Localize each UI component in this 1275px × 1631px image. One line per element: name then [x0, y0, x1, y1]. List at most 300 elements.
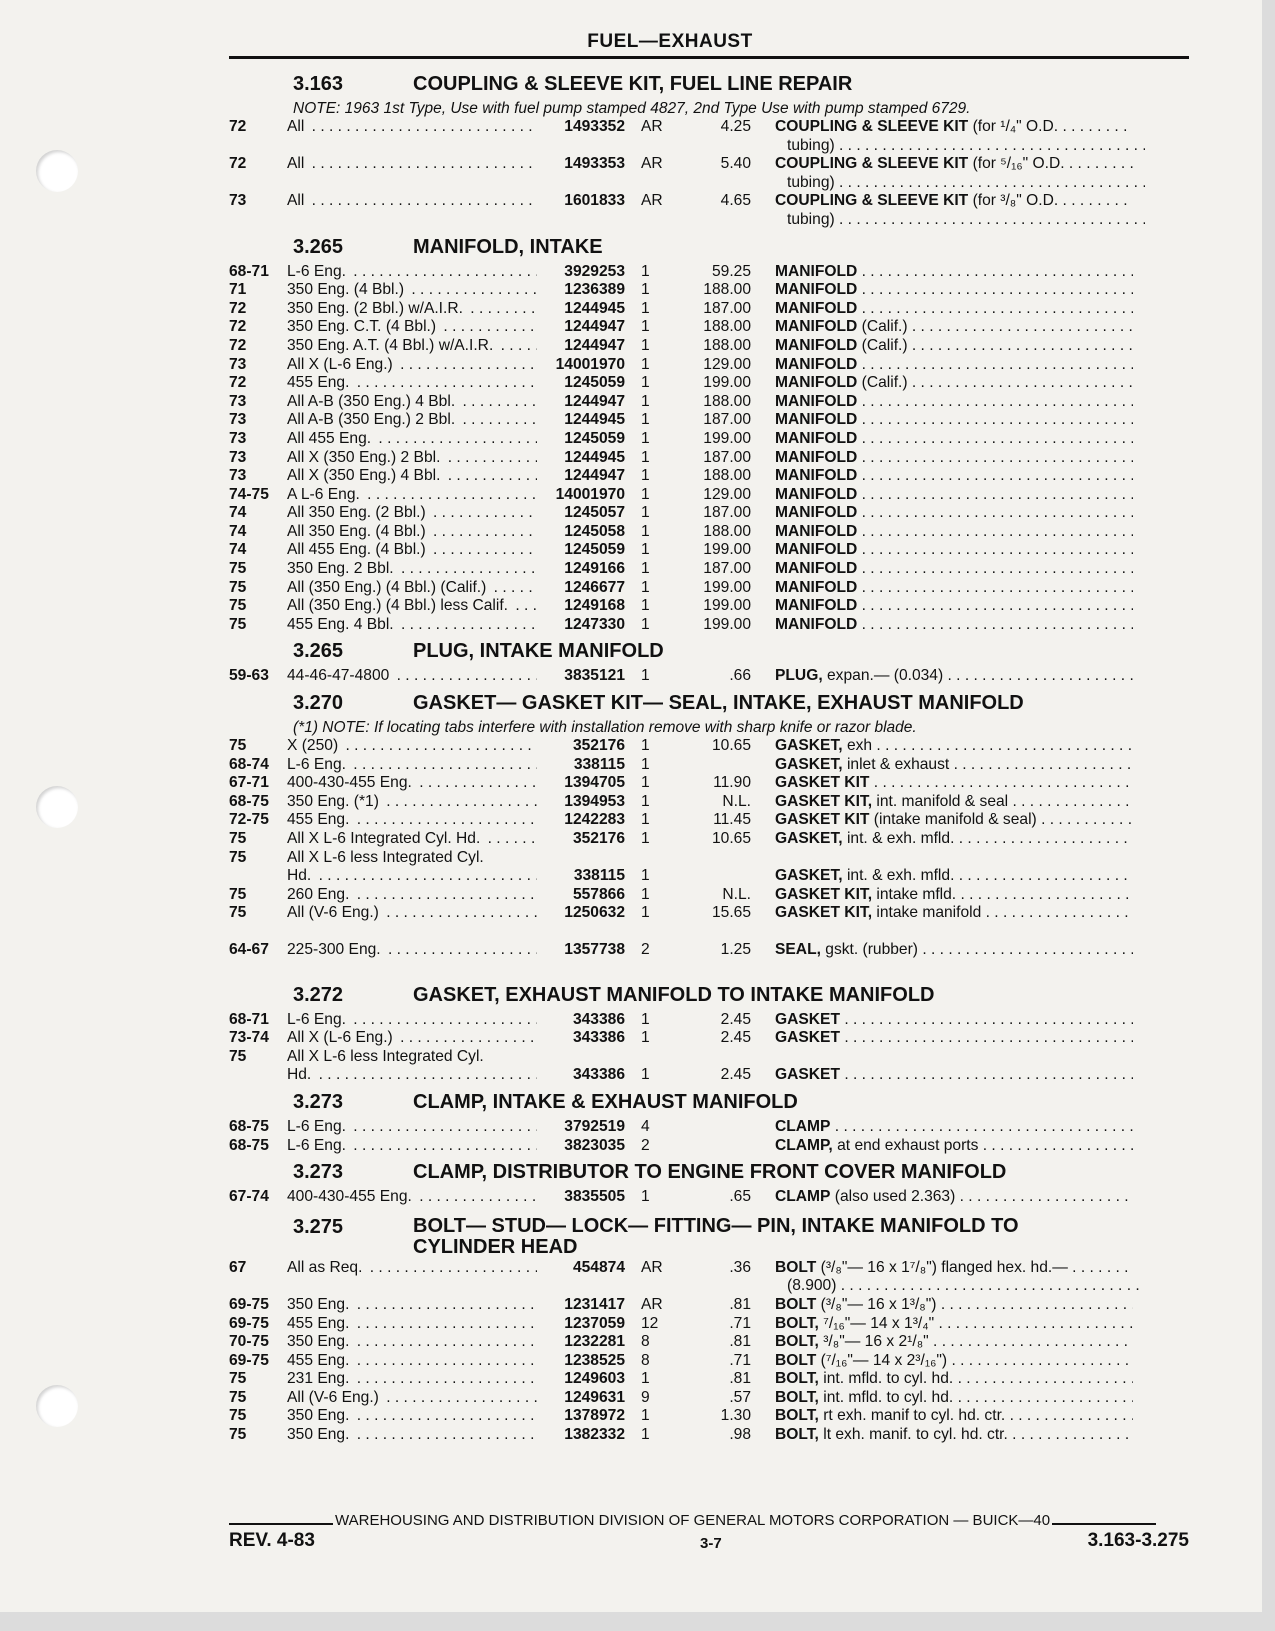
application	[287, 356, 537, 375]
binder-hole	[36, 786, 78, 828]
price: 199.00	[703, 429, 751, 447]
part-detail: at end exhaust ports	[837, 1136, 979, 1154]
quantity: 1	[641, 830, 650, 847]
description	[751, 616, 1133, 635]
part-name: BOLT,	[775, 1426, 819, 1444]
application	[287, 393, 537, 412]
section-number: 3.270	[293, 692, 344, 715]
application-text	[287, 1277, 290, 1294]
quantity: 1	[641, 504, 650, 522]
model-year	[229, 137, 287, 156]
page-number: 3-7	[700, 1535, 722, 1552]
model-year	[229, 1277, 287, 1296]
description	[751, 793, 1133, 812]
model-year: 73	[229, 192, 247, 210]
section-heading	[229, 640, 1189, 667]
part-row	[229, 1315, 1189, 1334]
part-number: 1378972	[564, 1407, 625, 1425]
model-year: 75	[229, 1047, 247, 1065]
part-name: BOLT,	[775, 1407, 819, 1425]
quantity: 1	[641, 374, 650, 392]
part-detail: (³/₈"— 16 x 1³/₈")	[820, 1295, 937, 1313]
application-text: All X (L-6 Eng.)	[287, 1029, 396, 1046]
description	[751, 1048, 1133, 1067]
revision-label: REV. 4-83	[229, 1530, 315, 1551]
binder-hole	[36, 1385, 78, 1427]
part-row	[229, 337, 1189, 356]
price	[673, 1048, 751, 1067]
price: 187.00	[703, 448, 751, 466]
application-text: All A-B (350 Eng.) 4 Bbl.	[287, 393, 458, 410]
model-year: 72	[229, 299, 247, 317]
price: N.L.	[722, 885, 751, 903]
description	[751, 449, 1133, 468]
part-name: MANIFOLD	[775, 355, 858, 373]
part-detail: int. & exh. mfld.	[846, 830, 955, 847]
application	[287, 1118, 537, 1137]
application	[287, 411, 537, 430]
part-row	[229, 849, 1189, 868]
price: .81	[729, 1370, 751, 1388]
application	[287, 811, 537, 830]
price: 188.00	[703, 318, 751, 336]
application-text: All (V-6 Eng.)	[287, 904, 382, 921]
application-text: All 455 Eng. (4 Bbl.)	[287, 541, 429, 558]
parts-list	[229, 67, 1189, 1445]
part-detail: (8.900)	[787, 1277, 837, 1295]
model-year: 73	[229, 392, 247, 410]
description	[751, 774, 1133, 793]
section-title: MANIFOLD, INTAKE	[413, 235, 603, 258]
part-name: GASKET,	[775, 867, 843, 885]
price: .81	[729, 1333, 751, 1351]
application-text: 455 Eng.	[287, 1352, 352, 1369]
quantity: 1	[641, 1370, 650, 1388]
part-number: 1232281	[564, 1333, 625, 1351]
part-number	[537, 1048, 625, 1067]
part-row	[229, 793, 1189, 812]
application	[287, 1296, 537, 1315]
part-name: MANIFOLD	[775, 485, 858, 503]
quantity: 1	[641, 578, 650, 596]
price: 187.00	[703, 411, 751, 429]
quantity: 1	[641, 392, 650, 410]
price: 188.00	[703, 392, 751, 410]
part-number: 1244947	[564, 467, 625, 485]
part-name: MANIFOLD	[775, 318, 858, 336]
application-text: 260 Eng.	[287, 886, 352, 903]
model-year: 69-75	[229, 1314, 269, 1332]
section-title: GASKET— GASKET KIT— SEAL, INTAKE, EXHAUST MANIFOLD	[413, 692, 1024, 715]
section-heading	[229, 1091, 1189, 1118]
part-row	[229, 1259, 1189, 1278]
model-year: 64-67	[229, 940, 269, 958]
part-row	[229, 1137, 1189, 1156]
model-year: 72-75	[229, 811, 269, 829]
price: N.L.	[722, 792, 751, 810]
part-row	[229, 449, 1189, 468]
model-year: 75	[229, 1407, 247, 1425]
part-number: 1382332	[564, 1426, 625, 1444]
quantity: 4	[641, 1117, 650, 1135]
quantity: 1	[641, 904, 650, 922]
part-row	[229, 667, 1189, 686]
part-detail: (Calif.)	[861, 336, 908, 354]
model-year: 67-71	[229, 774, 269, 792]
model-year: 59-63	[229, 667, 269, 685]
application-text: 350 Eng. 2 Bbl.	[287, 560, 397, 577]
price: .66	[729, 667, 751, 685]
description	[751, 1188, 1133, 1207]
quantity: 2	[641, 940, 650, 958]
part-name: GASKET KIT,	[775, 885, 873, 903]
application-text	[287, 174, 290, 191]
part-name: SEAL,	[775, 940, 821, 958]
model-year: 73	[229, 467, 247, 485]
section-gap	[229, 960, 1189, 978]
price: 187.00	[703, 299, 751, 317]
application	[287, 737, 537, 756]
description	[751, 1407, 1133, 1426]
price: 4.65	[720, 192, 751, 210]
part-row	[229, 318, 1189, 337]
part-row	[229, 281, 1189, 300]
model-year: 75	[229, 1370, 247, 1388]
application	[287, 756, 537, 775]
part-detail: (Calif.)	[861, 374, 908, 392]
application-text	[287, 211, 290, 228]
part-row	[229, 118, 1189, 137]
application	[287, 667, 537, 686]
application	[287, 560, 537, 579]
quantity: 1	[641, 1010, 650, 1028]
part-name: MANIFOLD	[775, 504, 858, 522]
part-name: MANIFOLD	[775, 411, 858, 429]
application-text: All X (L-6 Eng.)	[287, 356, 396, 373]
model-year: 70-75	[229, 1333, 269, 1351]
price: .81	[729, 1295, 751, 1313]
description	[751, 411, 1133, 430]
part-name: COUPLING & SLEEVE KIT	[775, 192, 969, 210]
application-text: Hd.	[287, 867, 314, 884]
model-year: 72	[229, 336, 247, 354]
description	[751, 904, 1133, 923]
part-number	[537, 137, 625, 156]
part-row	[229, 263, 1189, 282]
description	[751, 1259, 1133, 1278]
part-name: GASKET	[775, 1029, 840, 1047]
quantity: 8	[641, 1351, 650, 1369]
part-row	[229, 904, 1189, 923]
part-detail: ³/₈"— 16 x 2¹/₈"	[823, 1333, 929, 1351]
quantity: AR	[641, 155, 663, 173]
quantity: 12	[641, 1314, 659, 1332]
price: .65	[729, 1188, 751, 1206]
part-number	[537, 1277, 625, 1296]
part-number: 1245057	[564, 504, 625, 522]
part-row	[229, 523, 1189, 542]
part-number: 1244947	[564, 392, 625, 410]
part-row	[229, 374, 1189, 393]
part-number: 1245058	[564, 522, 625, 540]
price: 2.45	[720, 1066, 751, 1084]
application	[287, 616, 537, 635]
application-text: All (350 Eng.) (4 Bbl.) less Calif.	[287, 597, 511, 614]
part-row	[229, 616, 1189, 635]
section-title: GASKET, EXHAUST MANIFOLD TO INTAKE MANIFOLD	[413, 983, 935, 1006]
description	[751, 137, 1145, 156]
section-number: 3.265	[293, 235, 344, 258]
price: .71	[729, 1351, 751, 1369]
part-name: MANIFOLD	[775, 597, 858, 615]
price: 129.00	[703, 355, 751, 373]
price: 129.00	[703, 485, 751, 503]
price: 59.25	[711, 262, 751, 280]
application	[287, 1137, 537, 1156]
part-name: CLAMP,	[775, 1136, 833, 1154]
application	[287, 1188, 537, 1207]
model-year: 72	[229, 318, 247, 336]
part-row	[229, 1048, 1189, 1067]
model-year	[229, 1066, 287, 1085]
part-row	[229, 1370, 1189, 1389]
application	[287, 941, 537, 960]
part-detail: (intake manifold & seal)	[873, 811, 1037, 829]
part-number: 343386	[572, 1029, 625, 1047]
price: 4.25	[720, 118, 751, 135]
description	[751, 486, 1133, 505]
model-year: 75	[229, 885, 247, 903]
part-number: 338115	[573, 755, 625, 773]
application	[287, 374, 537, 393]
application-text: All	[287, 118, 307, 135]
part-detail: lt exh. manif. to cyl. hd. ctr.	[823, 1426, 1008, 1444]
application	[287, 263, 537, 282]
part-row	[229, 1029, 1189, 1048]
description	[751, 1296, 1133, 1315]
application-text: All X (350 Eng.) 4 Bbl.	[287, 467, 443, 484]
quantity	[625, 174, 673, 193]
quantity: 1	[641, 1407, 650, 1425]
application-text: 231 Eng.	[287, 1370, 352, 1387]
quantity: 1	[641, 411, 650, 429]
section-title: CLAMP, DISTRIBUTOR TO ENGINE FRONT COVER MANIFOLD	[413, 1161, 1007, 1184]
application	[287, 1333, 537, 1352]
model-year	[229, 174, 287, 193]
quantity: 1	[641, 755, 650, 773]
section-number: 3.273	[293, 1161, 344, 1184]
price: 5.40	[720, 155, 751, 173]
part-row	[229, 1389, 1189, 1408]
application	[287, 793, 537, 812]
part-name: CLAMP	[775, 1117, 831, 1135]
application-text: All (V-6 Eng.)	[287, 1389, 382, 1406]
application	[287, 504, 537, 523]
part-name: MANIFOLD	[775, 262, 858, 280]
application	[287, 486, 537, 505]
quantity: 1	[641, 615, 650, 633]
part-number: 1394705	[564, 774, 625, 792]
price: 1.30	[720, 1407, 751, 1425]
part-row	[229, 756, 1189, 775]
application	[287, 1029, 537, 1048]
part-detail: int. & exh. mfld.	[846, 867, 955, 885]
quantity: 1	[641, 811, 650, 829]
application	[287, 597, 537, 616]
part-name: GASKET,	[775, 755, 843, 773]
section-heading	[229, 73, 1189, 100]
application	[287, 1389, 537, 1408]
quantity: 9	[641, 1388, 650, 1406]
page-title: FUEL—EXHAUST	[587, 31, 753, 52]
part-name: BOLT,	[775, 1370, 819, 1388]
part-detail: gskt. (rubber)	[825, 940, 918, 958]
description	[751, 1277, 1145, 1296]
section-title: COUPLING & SLEEVE KIT, FUEL LINE REPAIR	[413, 73, 853, 95]
section-note: (*1) NOTE: If locating tabs interfere with installation remove with sharp knife or razor blade.	[293, 719, 917, 737]
part-number	[537, 849, 625, 868]
part-number: 1244945	[564, 299, 625, 317]
section-heading	[229, 236, 1189, 263]
description	[751, 174, 1145, 193]
part-number: 338115	[573, 867, 625, 885]
quantity: 1	[641, 541, 650, 559]
section-note: NOTE: 1963 1st Type, Use with fuel pump stamped 4827, 2nd Type Use with pump stamped 6729.	[293, 100, 971, 117]
price: 199.00	[703, 541, 751, 559]
part-number: 343386	[572, 1066, 625, 1084]
part-detail: intake manifold	[876, 904, 982, 922]
description	[751, 1066, 1133, 1085]
application-text: All X (350 Eng.) 2 Bbl.	[287, 449, 443, 466]
price	[673, 1277, 751, 1296]
model-year: 75	[229, 904, 247, 922]
description	[751, 1315, 1133, 1334]
application-text: 350 Eng. C.T. (4 Bbl.)	[287, 318, 439, 335]
part-name: BOLT,	[775, 1333, 819, 1351]
application-text: 455 Eng.	[287, 374, 352, 391]
application	[287, 849, 537, 868]
price: 1.25	[720, 940, 751, 958]
part-number: 1244945	[564, 411, 625, 429]
application	[287, 300, 537, 319]
model-year: 75	[229, 848, 247, 866]
price: 188.00	[703, 522, 751, 540]
description	[751, 737, 1133, 756]
description	[751, 667, 1133, 686]
price: .36	[729, 1258, 751, 1276]
quantity	[625, 137, 673, 156]
description	[751, 1370, 1133, 1389]
quantity: 1	[641, 792, 650, 810]
price	[673, 211, 751, 230]
part-number: 1238525	[564, 1351, 625, 1369]
section-heading	[229, 1213, 1189, 1259]
application	[287, 579, 537, 598]
part-name: MANIFOLD	[775, 615, 858, 633]
application-text: All as Req.	[287, 1259, 365, 1276]
model-year: 75	[229, 560, 247, 578]
part-row	[229, 867, 1189, 886]
model-year: 68-74	[229, 755, 269, 773]
part-number: 3823035	[564, 1136, 625, 1154]
part-detail: (for ³/₈" O.D.	[972, 192, 1059, 210]
part-name: COUPLING & SLEEVE KIT	[775, 155, 969, 173]
quantity: 2	[641, 1136, 650, 1154]
model-year: 75	[229, 597, 247, 615]
description	[751, 467, 1133, 486]
quantity: 1	[641, 448, 650, 466]
part-number: 1493352	[564, 118, 625, 135]
part-row	[229, 1333, 1189, 1352]
quantity: 1	[641, 355, 650, 373]
application	[287, 904, 537, 923]
price	[673, 137, 751, 156]
part-name: MANIFOLD	[775, 541, 858, 559]
part-name: BOLT	[775, 1258, 817, 1276]
application-text: All	[287, 192, 307, 209]
part-row	[229, 300, 1189, 319]
description	[751, 300, 1133, 319]
price: 15.65	[711, 904, 751, 922]
application-text: 455 Eng. 4 Bbl.	[287, 616, 397, 633]
application-text: 225-300 Eng.	[287, 941, 384, 958]
model-year: 68-75	[229, 1136, 269, 1154]
description	[751, 597, 1133, 616]
application-text: 44-46-47-4800	[287, 667, 392, 684]
application-text: All X L-6 Integrated Cyl. Hd.	[287, 830, 483, 847]
section-number: 3.275	[293, 1215, 344, 1238]
application	[287, 281, 537, 300]
part-number: 1245059	[564, 374, 625, 392]
application-text: All	[287, 155, 307, 172]
part-detail: exh	[846, 737, 873, 755]
application	[287, 1066, 537, 1085]
section-range: 3.163-3.275	[1087, 1530, 1189, 1551]
part-detail: tubing)	[787, 136, 835, 154]
price: 11.45	[713, 811, 751, 829]
model-year: 68-71	[229, 262, 269, 280]
part-name: GASKET	[775, 1010, 840, 1028]
model-year: 72	[229, 118, 247, 135]
description	[751, 756, 1133, 775]
part-row	[229, 411, 1189, 430]
part-detail: rt exh. manif to cyl. hd. ctr.	[823, 1407, 1006, 1425]
part-number: 352176	[572, 830, 625, 847]
part-name: BOLT	[775, 1295, 817, 1313]
part-row	[229, 1188, 1189, 1207]
part-number	[537, 211, 625, 230]
quantity: 8	[641, 1333, 650, 1351]
part-number: 1237059	[564, 1314, 625, 1332]
application-text: 350 Eng.	[287, 1296, 352, 1313]
application-text: A L-6 Eng.	[287, 486, 363, 503]
description	[751, 318, 1133, 337]
application	[287, 523, 537, 542]
description	[751, 523, 1133, 542]
quantity: AR	[641, 1258, 663, 1276]
part-detail: int. mfld. to cyl. hd.	[823, 1388, 954, 1406]
part-number: 1357738	[564, 940, 625, 958]
part-number: 3835121	[564, 667, 625, 685]
part-row	[229, 1296, 1189, 1315]
part-number: 1394953	[564, 792, 625, 810]
part-detail: int. mfld. to cyl. hd.	[823, 1370, 954, 1388]
part-number: 14001970	[555, 485, 625, 503]
part-row	[229, 504, 1189, 523]
quantity: 1	[641, 429, 650, 447]
section-title: CLAMP, INTAKE & EXHAUST MANIFOLD	[413, 1090, 798, 1113]
description	[751, 393, 1133, 412]
